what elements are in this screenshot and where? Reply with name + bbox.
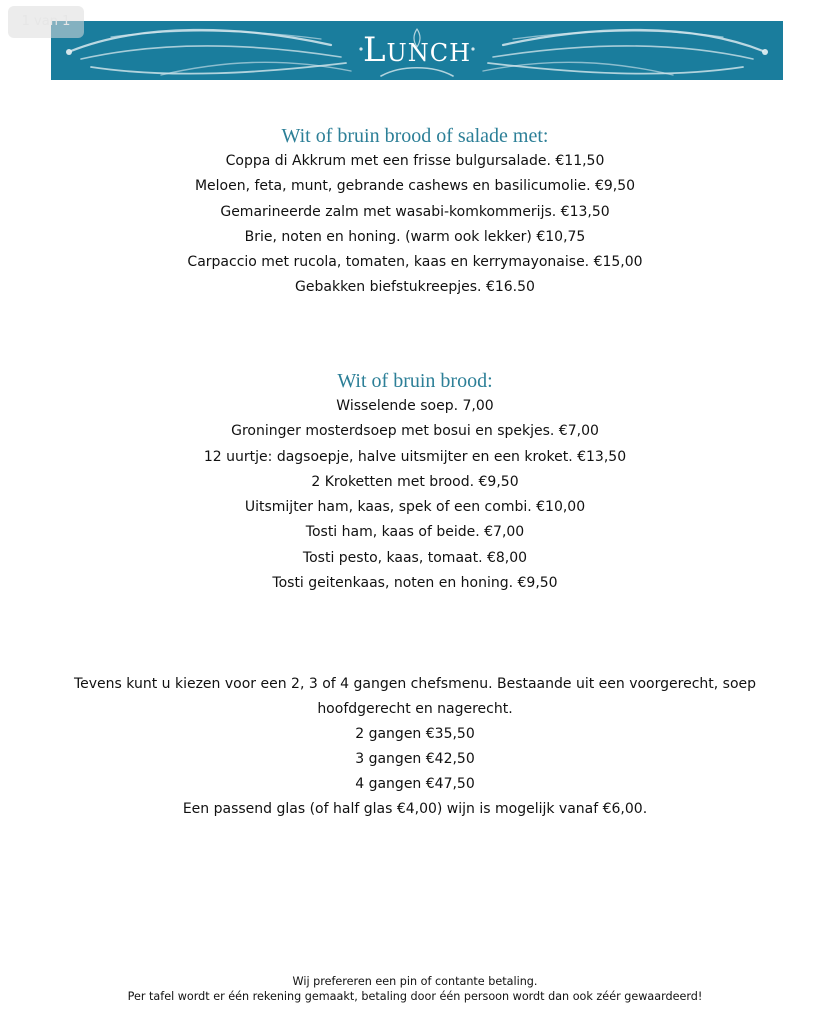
menu-item: Carpaccio met rucola, tomaten, kaas en kerrymayonaise. €15,00 bbox=[187, 254, 643, 271]
menu-item: Gebakken biefstukreepjes. €16.50 bbox=[295, 279, 535, 296]
billing-note: Per tafel wordt er één rekening gemaakt, betaling door één persoon wordt dan ook zéér gewaardeerd! bbox=[127, 990, 703, 1003]
chef-menu-section bbox=[0, 672, 830, 822]
salad-items-list bbox=[0, 149, 830, 301]
menu-item: Tosti geitenkaas, noten en honing. €9,50 bbox=[272, 575, 558, 592]
menu-item: 2 Kroketten met brood. €9,50 bbox=[311, 473, 519, 490]
payment-note: Wij prefereren een pin of contante betaling. bbox=[292, 975, 538, 988]
chef-menu-intro: Tevens kunt u kiezen voor een 2, 3 of 4 gangen chefsmenu. Bestaande uit een voorgerecht, soep bbox=[73, 676, 757, 692]
bread-items-list bbox=[0, 394, 830, 596]
salad-section bbox=[0, 124, 830, 301]
bread-section bbox=[0, 369, 830, 596]
chef-menu-intro: hoofdgerecht en nagerecht. bbox=[317, 701, 513, 717]
menu-item: Brie, noten en honing. (warm ook lekker) €10,75 bbox=[244, 228, 586, 245]
bread-section-heading: Wit of bruin brood: bbox=[337, 370, 493, 392]
chef-menu-option: 4 gangen €47,50 bbox=[355, 776, 475, 792]
page-indicator: 1 van 1 bbox=[8, 6, 84, 38]
menu-item: Coppa di Akkrum met een frisse bulgursalade. €11,50 bbox=[225, 153, 605, 169]
menu-banner bbox=[51, 21, 783, 80]
menu-item: Meloen, feta, munt, gebrande cashews en basilicumolie. €9,50 bbox=[194, 178, 636, 195]
wine-note: Een passend glas (of half glas €4,00) wijn is mogelijk vanaf €6,00. bbox=[182, 801, 648, 817]
chef-menu-option: 2 gangen €35,50 bbox=[355, 726, 475, 742]
banner-title: Lunch bbox=[362, 30, 472, 70]
menu-item: Uitsmijter ham, kaas, spek of een combi. €10,00 bbox=[244, 499, 586, 516]
salad-section-heading: Wit of bruin brood of salade met: bbox=[281, 125, 549, 147]
menu-item: Tosti pesto, kaas, tomaat. €8,00 bbox=[302, 549, 528, 566]
menu-item: Wisselende soep. 7,00 bbox=[336, 398, 494, 414]
menu-item: Groninger mosterdsoep met bosui en spekjes. €7,00 bbox=[231, 423, 599, 440]
menu-item: Gemarineerde zalm met wasabi-komkommerijs. €13,50 bbox=[220, 203, 610, 220]
menu-item: Tosti ham, kaas of beide. €7,00 bbox=[305, 524, 525, 541]
chef-menu-option: 3 gangen €42,50 bbox=[355, 751, 475, 767]
footer bbox=[0, 974, 830, 1004]
menu-item: 12 uurtje: dagsoepje, halve uitsmijter en een kroket. €13,50 bbox=[203, 448, 627, 465]
